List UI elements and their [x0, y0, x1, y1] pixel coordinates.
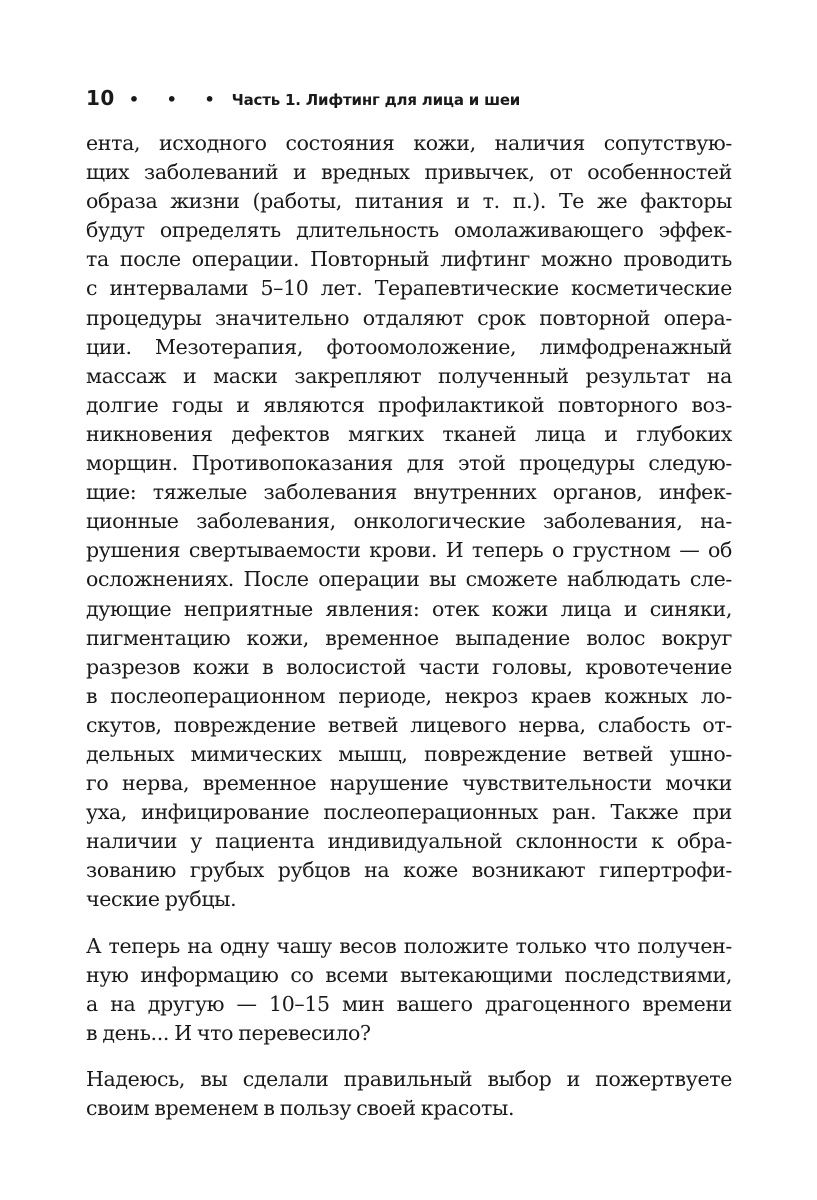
paragraph-2: [86, 932, 732, 1048]
text-line: рушения свертываемости крови. И теперь о грустном — об: [86, 538, 732, 563]
text-line: Надеюсь, вы сделали правильный выбор и пожертвуете: [86, 1066, 732, 1091]
text-line: скутов, повреждение ветвей лицевого нерва, слабость от-: [86, 712, 732, 737]
text-line: ную информацию со всеми вытекающими последствиями,: [86, 962, 732, 987]
text-line: щие: тяжелые заболевания внутренних органов, инфек-: [86, 480, 732, 505]
text-line: массаж и маски закрепляют полученный результат на: [86, 363, 732, 388]
text-line: морщин. Противопоказания для этой процедуры следую-: [86, 451, 732, 476]
chapter-title: Часть 1. Лифтинг для лица и шеи: [231, 91, 521, 109]
text-line: будут определять длительность омолаживающего эффек-: [86, 218, 732, 243]
body-text: [86, 129, 732, 1123]
page-number: 10: [86, 86, 115, 110]
text-line: разрезов кожи в волосистой части головы, кровотечение: [86, 654, 732, 679]
text-line: ции. Мезотерапия, фотоомоложение, лимфодренажный: [86, 334, 732, 359]
text-line: пигментацию кожи, временное выпадение волос вокруг: [86, 625, 732, 650]
paragraph-3: [86, 1065, 732, 1123]
text-line: процедуры значительно отдаляют срок повторной опера-: [86, 305, 732, 330]
text-line: наличии у пациента индивидуальной склонности к обра-: [86, 829, 732, 854]
text-line: А теперь на одну чашу весов положите только что получен-: [86, 933, 732, 958]
paragraph-1: [86, 129, 732, 915]
text-line: ента, исходного состояния кожи, наличия сопутствую-: [86, 131, 732, 155]
text-line: дующие неприятные явления: отек кожи лица и синяки,: [86, 596, 732, 621]
text-line: го нерва, временное нарушение чувствительности мочки: [86, 771, 732, 796]
text-line: в день... И что перевесило?: [86, 1020, 371, 1045]
header-dots: • • •: [128, 90, 226, 109]
text-line: в послеоперационном периоде, некроз краев кожных ло-: [86, 683, 732, 708]
text-line: никновения дефектов мягких тканей лица и глубоких: [86, 421, 732, 446]
text-line: та после операции. Повторный лифтинг можно проводить: [86, 247, 732, 272]
text-line: щих заболеваний и вредных привычек, от особенностей: [86, 160, 732, 185]
text-line: зованию грубых рубцов на коже возникают гипертрофи-: [86, 858, 732, 883]
text-line: долгие годы и являются профилактикой повторного воз-: [86, 392, 732, 417]
text-line: ческие рубцы.: [86, 887, 237, 912]
text-line: образа жизни (работы, питания и т. п.). Те же факторы: [86, 189, 732, 214]
text-line: ционные заболевания, онкологические заболевания, на-: [86, 509, 732, 534]
text-line: с интервалами 5–10 лет. Терапевтические косметические: [86, 276, 732, 301]
running-header: [86, 86, 520, 110]
text-line: а на другую — 10–15 мин вашего драгоценного времени: [86, 991, 732, 1016]
text-line: своим временем в пользу своей красоты.: [86, 1096, 515, 1120]
text-line: дельных мимических мышц, повреждение ветвей ушно-: [86, 741, 732, 766]
text-line: уха, инфицирование послеоперационных ран. Также при: [86, 800, 732, 825]
text-line: осложнениях. После операции вы сможете наблюдать сле-: [86, 567, 732, 592]
